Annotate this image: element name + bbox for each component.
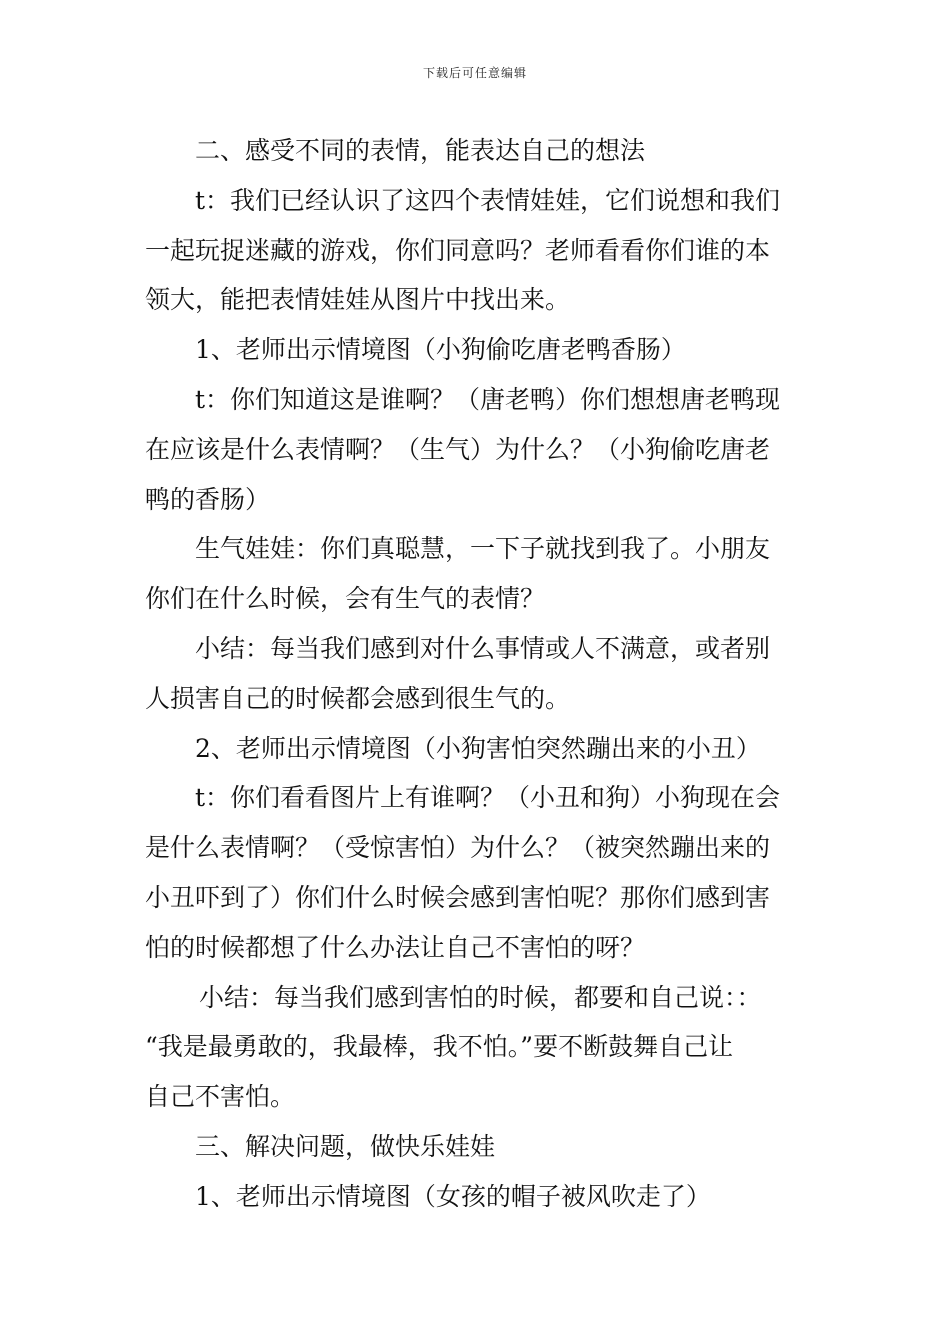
subsection-heading: 1、老师出示情境图（小狗偷吃唐老鸭香肠） (195, 335, 686, 365)
subsection-heading: 2、老师出示情境图（小狗害怕突然蹦出来的小丑） (195, 733, 761, 763)
paragraph-line: 生气娃娃：你们真聪慧，一下子就找到我了。小朋友 (195, 534, 771, 564)
paragraph-line: 在应该是什么表情啊？（生气）为什么？（小狗偷吃唐老 (145, 434, 771, 464)
paragraph-line: 是什么表情啊？（受惊害怕）为什么？（被突然蹦出来的 (145, 833, 771, 863)
paragraph-line: 小丑吓到了）你们什么时候会感到害怕呢？那你们感到害 (145, 882, 771, 912)
summary-line: 小结：每当我们感到对什么事情或人不满意，或者别 (195, 633, 771, 663)
document-body (145, 126, 807, 1222)
section-heading: 二、感受不同的表情，能表达自己的想法 (195, 136, 646, 165)
summary-line: 小结：每当我们感到害怕的时候，都要和自己说：： (199, 982, 762, 1012)
paragraph-line: t：你们看看图片上有谁啊？（小丑和狗）小狗现在会 (195, 783, 781, 813)
page-header-note: 下载后可任意编辑 (422, 66, 527, 80)
summary-line: 自己不害怕。 (145, 1082, 296, 1112)
paragraph-line: 领大，能把表情娃娃从图片中找出来。 (145, 285, 571, 315)
summary-line: 人损害自己的时候都会感到很生气的。 (145, 683, 571, 713)
paragraph-line: t：你们知道这是谁啊？（唐老鸭）你们想想唐老鸭现 (195, 384, 781, 414)
paragraph-line: 一起玩捉迷藏的游戏，你们同意吗？老师看看你们谁的本 (145, 235, 771, 265)
paragraph-line: t：我们已经认识了这四个表情娃娃，它们说想和我们 (195, 185, 781, 215)
paragraph-line: 怕的时候都想了什么办法让自己不害怕的呀？ (145, 932, 646, 962)
paragraph-line: 你们在什么时候，会有生气的表情？ (145, 584, 546, 614)
summary-line: “我是最勇敢的，我最棒，我不怕。”要不断鼓舞自己让 (145, 1032, 734, 1062)
subsection-heading: 1、老师出示情境图（女孩的帽子被风吹走了） (195, 1181, 711, 1211)
section-heading: 三、解决问题，做快乐娃娃 (195, 1131, 496, 1161)
paragraph-line: 鸭的香肠） (145, 484, 271, 514)
